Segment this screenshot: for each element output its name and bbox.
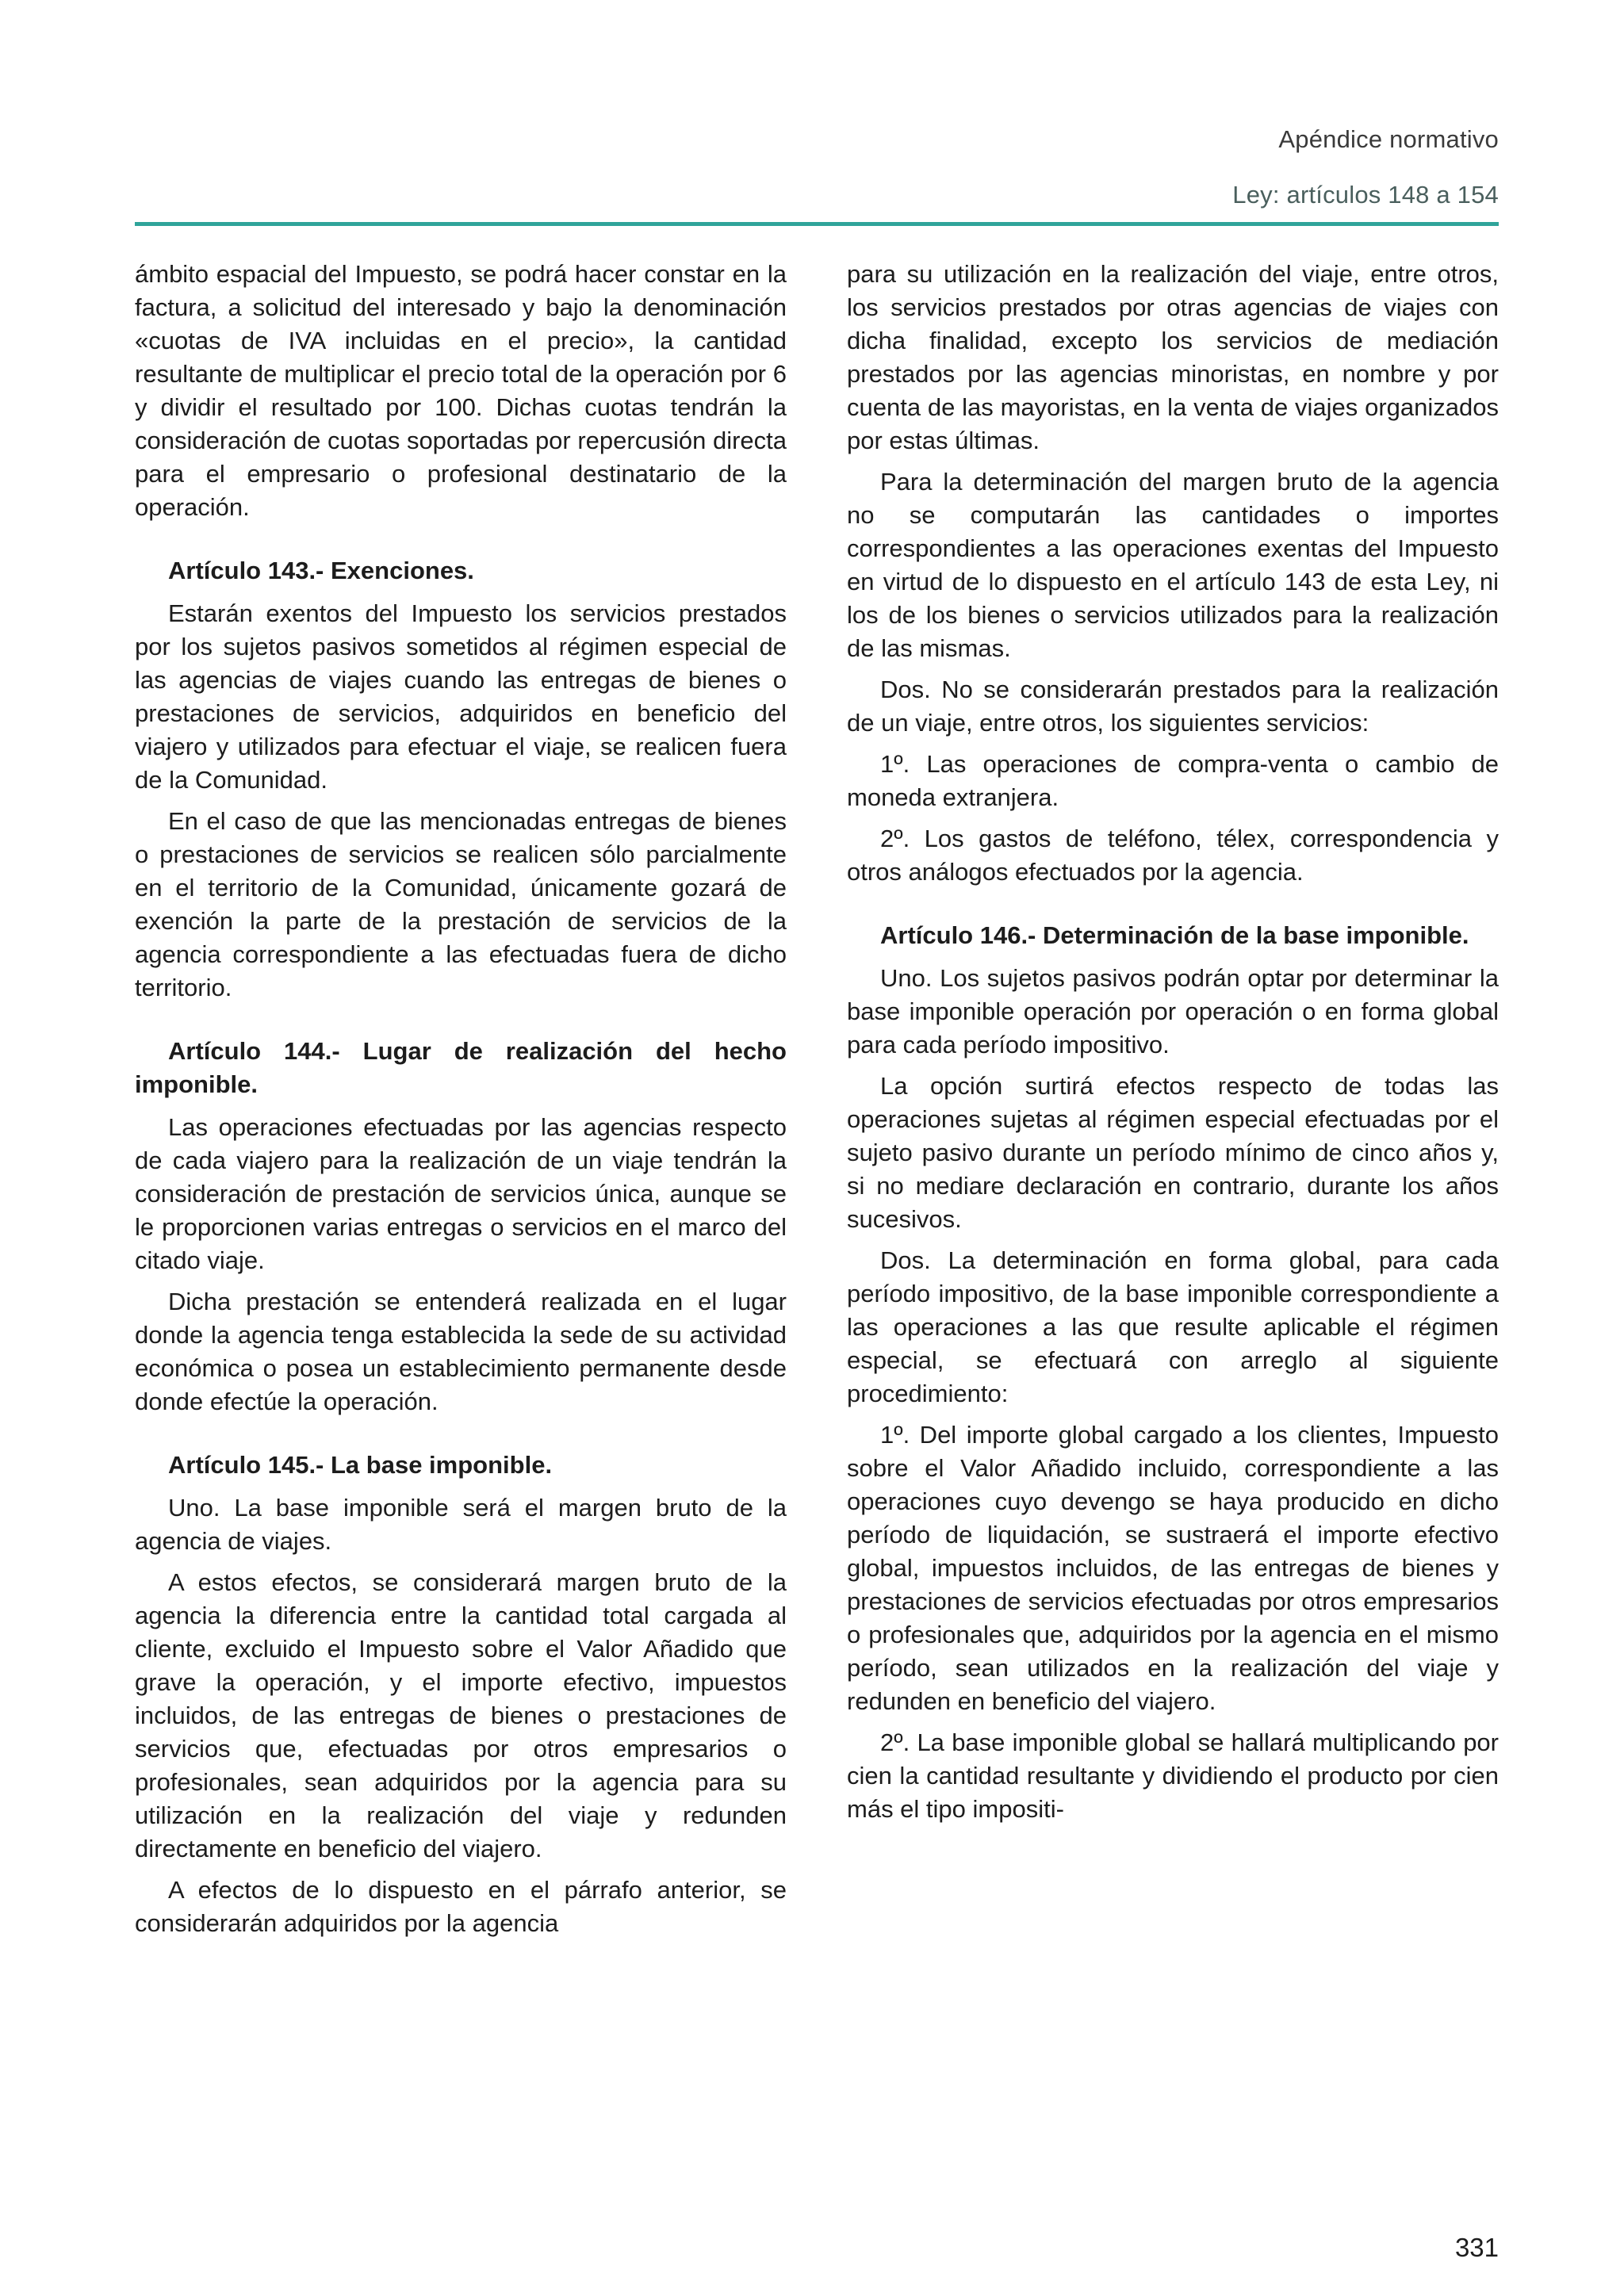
paragraph: 2º. La base imponible global se hallará multiplicando por cien la cantidad resultante y dividiendo el producto por cien más el tipo impositi- — [847, 1728, 1499, 1823]
article-heading: Artículo 145.- La base imponible. — [168, 1451, 553, 1479]
right-column — [847, 258, 1499, 1948]
paragraph: Dos. La determinación en forma global, para cada período impositivo, de la base imponible correspondiente a las operaciones a las que resulte aplicable el régimen especial, se efectuará con arreglo al siguiente procedimiento: — [847, 1246, 1499, 1407]
paragraph: Dos. No se considerarán prestados para la realización de un viaje, entre otros, los siguientes servicios: — [847, 676, 1499, 737]
paragraph: A efectos de lo dispuesto en el párrafo anterior, se considerarán adquiridos por la agencia — [135, 1876, 787, 1937]
running-head-articles: Ley: artículos 148 a 154 — [1232, 181, 1499, 209]
paragraph: La opción surtirá efectos respecto de todas las operaciones sujetas al régimen especial efectuadas por el sujeto pasivo durante un período mínimo de cinco años y, si no mediare declaración en contrario, durante los años sucesivos. — [847, 1072, 1499, 1233]
paragraph: ámbito espacial del Impuesto, se podrá hacer constar en la factura, a solicitud del interesado y bajo la denominación «cuotas de IVA incluidas en el precio», la cantidad resultante de multiplicar el precio total de la operación por 6 y dividir el resultado por 100. Dichas cuotas tendrán la consideración de cuotas soportadas por repercusión directa para el empresario o profesional destinatario de la operación. — [135, 260, 787, 521]
paragraph: Uno. Los sujetos pasivos podrán optar por determinar la base imponible operación por operación o en forma global para cada período impositivo. — [847, 964, 1499, 1058]
article-heading: Artículo 144.- Lugar de realización del hecho imponible. — [135, 1037, 787, 1098]
article-heading: Artículo 143.- Exenciones. — [168, 557, 474, 584]
paragraph: Para la determinación del margen bruto de la agencia no se computarán las cantidades o importes correspondientes a las operaciones exentas del Impuesto en virtud de lo dispuesto en el artículo 143 de esta Ley, ni los de los bienes o servicios utilizados para la realización de las mismas. — [847, 468, 1499, 662]
paragraph: Las operaciones efectuadas por las agencias respecto de cada viajero para la realización de un viaje tendrán la consideración de prestación de servicios única, aunque se le proporcionen varias entregas o servicios en el marco del citado viaje. — [135, 1113, 787, 1274]
left-column — [135, 258, 787, 1948]
paragraph: En el caso de que las mencionadas entregas de bienes o prestaciones de servicios se realicen sólo parcialmente en el territorio de la Comunidad, únicamente gozará de exención la parte de la prestación de servicios de la agencia correspondiente a las efectuadas fuera de dicho territorio. — [135, 807, 787, 1001]
page-header — [135, 125, 1499, 209]
paragraph: A estos efectos, se considerará margen bruto de la agencia la diferencia entre la cantidad total cargada al cliente, excluido el Impuesto sobre el Valor Añadido que grave la operación, y el importe efectivo, impuestos incluidos, de las entregas de bienes o prestaciones de servicios que, efectuadas por otros empresarios o profesionales, sean adquiridos por la agencia para su utilización en la realización del viaje y redunden directamente en beneficio del viajero. — [135, 1568, 787, 1862]
paragraph: para su utilización en la realización del viaje, entre otros, los servicios prestados por otras agencias de viajes con dicha finalidad, excepto los servicios de mediación prestados por las agencias minoristas, en nombre y por cuenta de las mayoristas, en la venta de viajes organizados por estas últimas. — [847, 260, 1499, 454]
paragraph: Estarán exentos del Impuesto los servicios prestados por los sujetos pasivos sometidos al régimen especial de las agencias de viajes cuando las entregas de bienes o prestaciones de servicios, adquiridos en beneficio del viajero y utilizados para efectuar el viaje, se realicen fuera de la Comunidad. — [135, 599, 787, 794]
header-rule — [135, 222, 1499, 226]
paragraph: Dicha prestación se entenderá realizada en el lugar donde la agencia tenga establecida la sede de su actividad económica o posea un establecimiento permanente desde donde efectúe la operación. — [135, 1288, 787, 1415]
paragraph: Uno. La base imponible será el margen bruto de la agencia de viajes. — [135, 1494, 787, 1555]
article-heading: Artículo 146.- Determinación de la base imponible. — [880, 921, 1469, 949]
paragraph: 1º. Las operaciones de compra-venta o cambio de moneda extranjera. — [847, 750, 1499, 811]
paragraph: 2º. Los gastos de teléfono, télex, correspondencia y otros análogos efectuados por la agencia. — [847, 825, 1499, 886]
paragraph: 1º. Del importe global cargado a los clientes, Impuesto sobre el Valor Añadido incluido, correspondiente a las operaciones cuyo devengo se haya producido en dicho período de liquidación, se sustraerá el importe efectivo global, impuestos incluidos, de las entregas de bienes y prestaciones de servicios efectuadas por otros empresarios o profesionales que, adquiridos por la agencia en el mismo período, sean utilizados en la realización del viaje y redunden en beneficio del viajero. — [847, 1421, 1499, 1715]
page-number: 331 — [1454, 2233, 1499, 2262]
running-head-section: Apéndice normativo — [1278, 125, 1499, 153]
text-columns — [135, 258, 1499, 1948]
